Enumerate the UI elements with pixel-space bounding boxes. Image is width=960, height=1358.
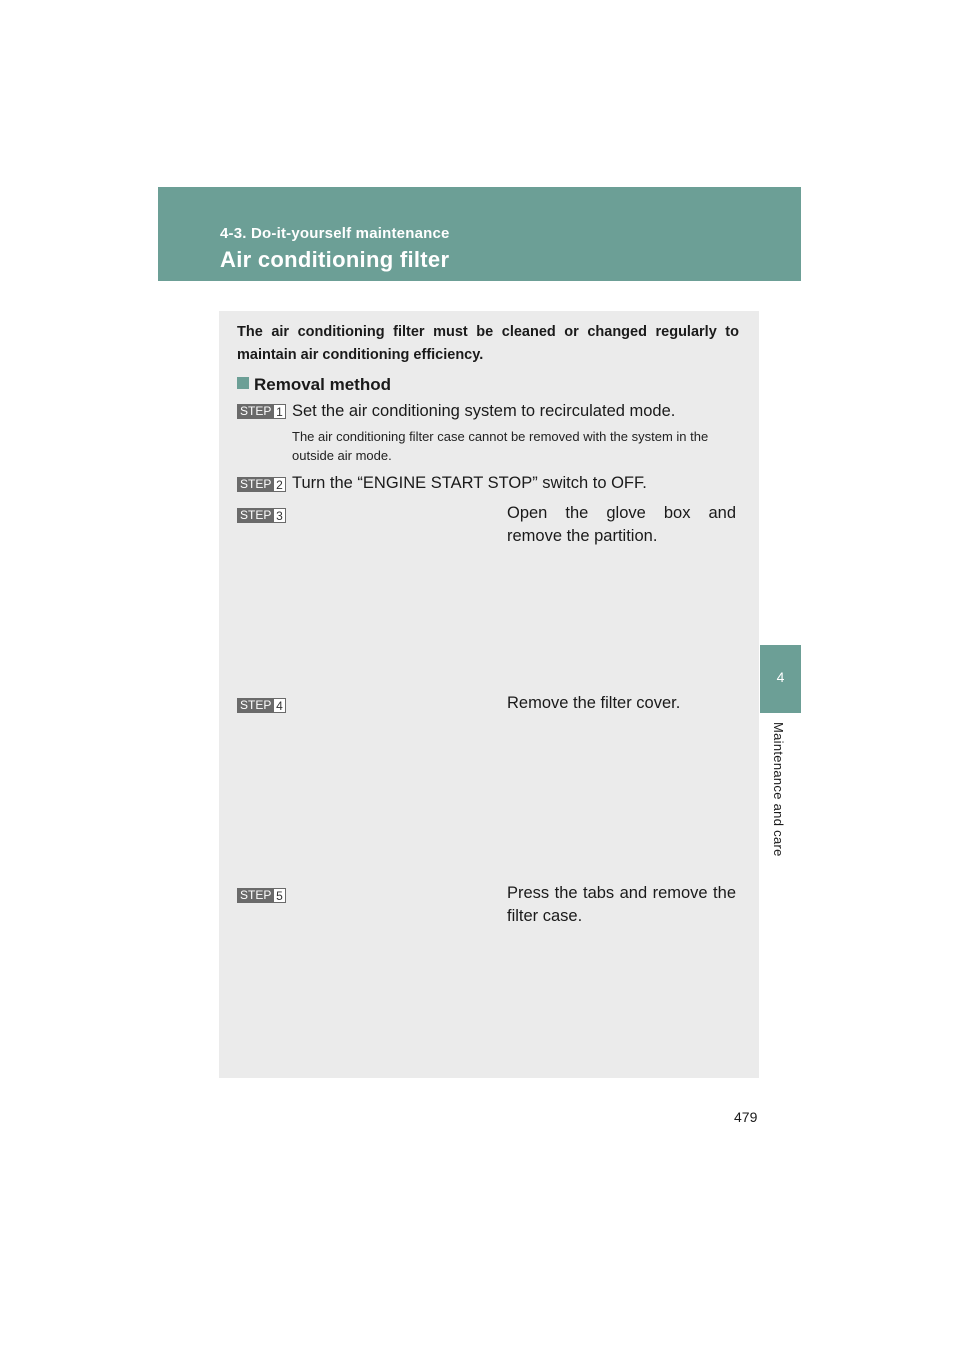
- step-number: 3: [273, 508, 286, 523]
- step-4-text: Remove the filter cover.: [507, 694, 681, 712]
- step-badge-4: [237, 698, 286, 713]
- subheading-text: Removal method: [254, 375, 391, 394]
- step-1-text: Set the air conditioning system to recirculated mode.: [292, 402, 676, 420]
- step-badge-5: [237, 888, 286, 903]
- step-word: STEP: [237, 888, 273, 903]
- step-number: 1: [273, 404, 286, 419]
- step-2-text: Turn the “ENGINE START STOP” switch to OFF.: [292, 474, 647, 492]
- step-number: 4: [273, 698, 286, 713]
- step-number: 2: [273, 477, 286, 492]
- page-title: Air conditioning filter: [220, 247, 450, 272]
- intro-text: The air conditioning filter must be cleaned or changed regularly to maintain air conditioning efficiency.: [237, 324, 739, 363]
- step-badge-3: [237, 508, 286, 523]
- step-badge-1: [237, 404, 286, 419]
- step-word: STEP: [237, 508, 273, 523]
- step-3-text: Open the glove box and remove the partition.: [507, 504, 736, 545]
- step-word: STEP: [237, 698, 273, 713]
- section-label: 4-3. Do-it-yourself maintenance: [220, 225, 450, 242]
- chapter-caption: Maintenance and care: [771, 722, 786, 857]
- step-word: STEP: [237, 404, 273, 419]
- chapter-tab: [760, 645, 801, 713]
- chapter-number: 4: [776, 669, 785, 685]
- step-1-note: The air conditioning filter case cannot be removed with the system in the outside air mode.: [292, 429, 709, 463]
- step-word: STEP: [237, 477, 273, 492]
- step-badge-2: [237, 477, 286, 492]
- step-5-text: Press the tabs and remove the filter case.: [507, 884, 736, 925]
- step-number: 5: [273, 888, 286, 903]
- subheading: [237, 375, 391, 395]
- content-panel: [219, 311, 759, 1078]
- chapter-header: [158, 187, 801, 281]
- page-number: 479: [734, 1109, 758, 1125]
- square-bullet-icon: [237, 377, 249, 389]
